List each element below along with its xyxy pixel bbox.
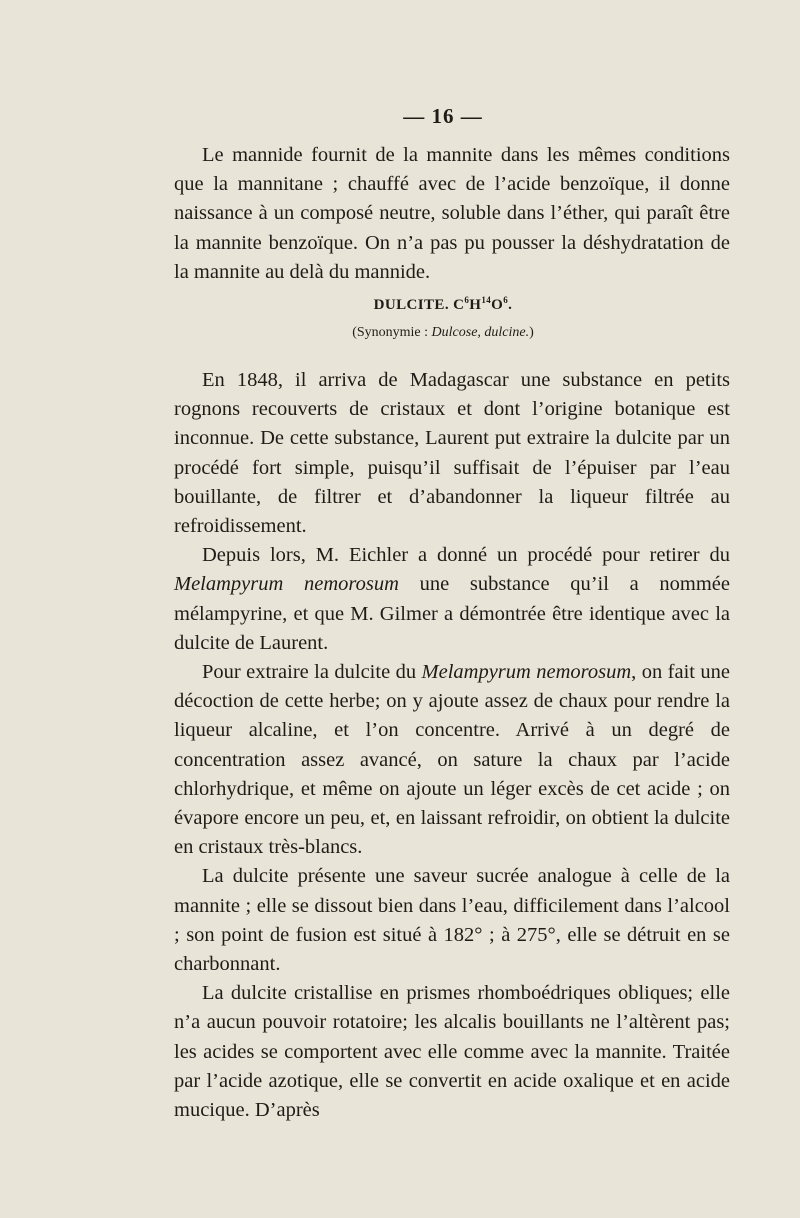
paragraph-5: La dulcite cristallise en prismes rhomboédriques obliques; elle n’a aucun pouvoir rotatoire; les alcalis bouillants ne l’altèrent pas; les acides se comportent avec elle comme avec la mannite. Traitée par l’acide azotique, elle se convertit en acide oxalique et en acide mucique. D’après (174, 982, 730, 1122)
page-number: — 16 — (403, 104, 483, 128)
formula-end: . (508, 297, 513, 313)
formula-c: C (453, 297, 465, 313)
paragraph-2-text-b: une substance qu’il a nommée mélampyrine, et que M. Gilmer a démontrée être identique avec la dulcite de Laurent. (174, 573, 730, 654)
formula-o-sub: 6 (503, 295, 509, 305)
paragraph-3-text-b: , on fait une décoction de cette herbe; on y ajoute assez de chaux pour rendre la liqueur alcaline, et l’on concentre. Arrivé à un degré de concentration assez avancé, on sature la chaux par l’acide chlorhydrique, et même on ajoute un léger excès de cet acide ; on évapore encore un peu, et, en laissant refroidir, on obtient la dulcite en cristaux très-blancs. (174, 661, 730, 859)
paragraph-2 (174, 541, 730, 658)
intro-text (174, 141, 730, 287)
synonymy-terms: Dulcose, dulcine. (431, 325, 530, 340)
intro-paragraph: Le mannide fournit de la mannite dans les mêmes conditions que la mannitane ; chauffé avec de l’acide benzoïque, il donne naissance à un composé neutre, soluble dans l’éther, qui paraît être la mannite benzoïque. On n’a pas pu pousser la déshydratation de la mannite au delà du mannide. (174, 144, 730, 283)
paragraph-3-text-a: Pour extraire la dulcite du (202, 661, 422, 684)
synonymy-suffix: ) (529, 325, 534, 340)
formula-o: O (491, 297, 504, 313)
formula-h: H (469, 297, 482, 313)
formula-h-sub: 14 (481, 295, 492, 305)
synonymy-line (0, 325, 800, 341)
paragraph-3 (174, 658, 730, 862)
paragraph-1: En 1848, il arriva de Madagascar une substance en petits rognons recouverts de cristaux et dont l’origine botanique est inconnue. De cette substance, Laurent put extraire la dulcite par un procédé fort simple, puisqu’il suffisait de l’épuiser par l’eau bouillante, de filtrer et d’abandonner la liqueur filtrée au refroidissement. (174, 369, 730, 538)
synonymy-prefix: (Synonymie : (352, 325, 432, 340)
paragraph-4: La dulcite présente une saveur sucrée analogue à celle de la mannite ; elle se dissout bien dans l’eau, difficilement dans l’alcool ; son point de fusion est situé à 182° ; à 275°, elle se détruit en se charbonnant. (174, 865, 730, 976)
paragraph-2-text-a: Depuis lors, M. Eichler a donné un procédé pour retirer du (202, 544, 730, 567)
body-text (174, 366, 730, 1125)
section-title-name: DULCITE. (373, 297, 449, 313)
section-title (0, 297, 800, 314)
paragraph-2-species: Melampyrum nemorosum (174, 573, 399, 596)
chemical-formula (453, 297, 512, 313)
paragraph-3-species: Melampyrum nemorosum (421, 661, 632, 684)
formula-c-sub: 6 (464, 295, 470, 305)
